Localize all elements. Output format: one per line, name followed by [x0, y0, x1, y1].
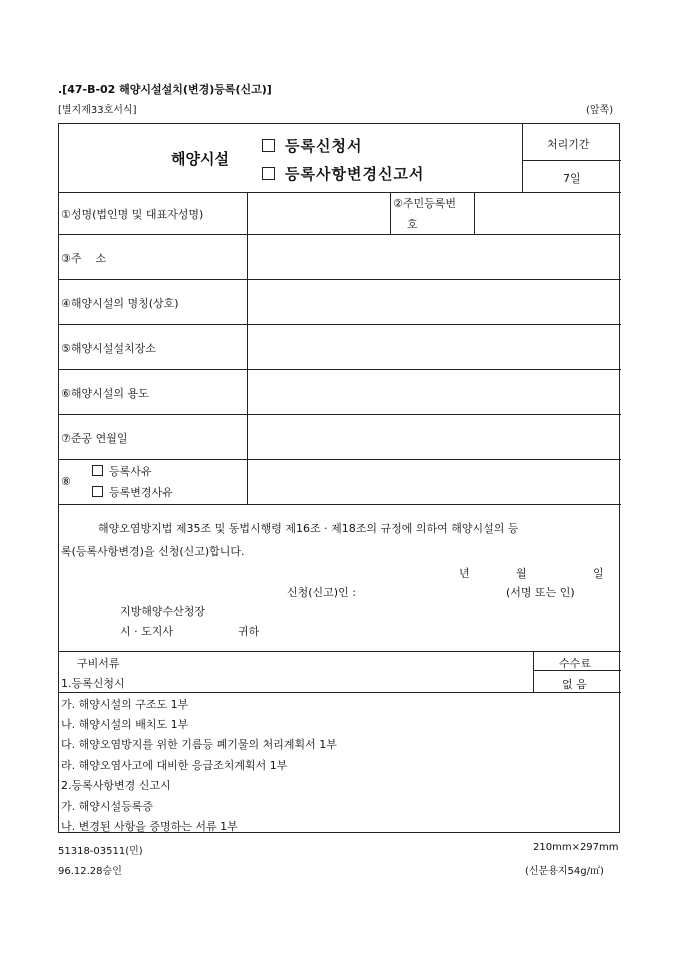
fee-value: 없 음 [562, 678, 587, 691]
option-registration[interactable] [262, 135, 362, 156]
docs-heading: 구비서류 [77, 657, 120, 670]
option-change-report-label: 등록사항변경신고서 [285, 165, 425, 183]
footer-paper-type: (신문용지54g/㎡) [525, 866, 604, 877]
doc-item: 나. 변경된 사항을 증명하는 서류 1부 [61, 820, 238, 833]
location-field[interactable] [248, 325, 620, 368]
recipient-office-2: 시 · 도지사 [120, 625, 173, 638]
footer-approval-date: 96.12.28승인 [58, 866, 122, 877]
rrn-field[interactable] [475, 193, 620, 233]
signature-label: (서명 또는 인) [506, 586, 575, 599]
date-month-label: 월 [516, 567, 527, 580]
reason-field[interactable] [248, 460, 620, 503]
name-field[interactable] [248, 193, 389, 233]
statement-line-1: 해양오염방지법 제35조 및 동법시행령 제16조 · 제18조의 규정에 의하여 해양시설의 등 [98, 522, 519, 535]
label-address: ③주 소 [61, 252, 107, 265]
fee-label: 수수료 [559, 657, 591, 670]
doc-item: 가. 해양시설의 구조도 1부 [61, 698, 189, 711]
label-facility-name: ④해양시설의 명칭(상호) [61, 297, 179, 310]
statement-line-2: 록(등록사항변경)을 신청(신고)합니다. [61, 545, 245, 558]
usage-field[interactable] [248, 370, 620, 413]
footer-form-number: 51318-03511(민) [58, 846, 143, 857]
recipient-office-1: 지방해양수산청장 [120, 605, 206, 618]
reason-registration-label: 등록사유 [109, 465, 152, 478]
label-rrn: ②주민등록번 [393, 197, 456, 210]
option-reason-change[interactable] [92, 484, 173, 500]
applicant-label: 신청(신고)인 : [287, 586, 356, 599]
label-rrn-cont: 호 [407, 218, 418, 231]
label-completion-date: ⑦준공 연월일 [61, 432, 128, 445]
option-reason-registration[interactable] [92, 463, 152, 479]
doc-item: 가. 해양시설등록증 [61, 800, 154, 813]
checkbox-reason-registration[interactable] [92, 465, 103, 476]
checkbox-change-report[interactable] [262, 167, 275, 180]
checkbox-registration[interactable] [262, 139, 275, 152]
processing-period-value: 7일 [563, 172, 581, 185]
footer-paper-size: 210mm×297mm [533, 842, 619, 853]
annex-label: [별지제33호서식] [58, 105, 137, 116]
label-name: ①성명(법인명 및 대표자성명) [61, 208, 204, 221]
doc-item: 라. 해양오염사고에 대비한 응급조치계획서 1부 [61, 759, 288, 772]
doc-item: 다. 해양오염방지를 위한 기름등 폐기물의 처리계획서 1부 [61, 738, 337, 751]
option-registration-label: 등록신청서 [285, 137, 363, 155]
facility-name-field[interactable] [248, 280, 620, 323]
processing-period-label: 처리기간 [547, 138, 590, 151]
doc-item: 나. 해양시설의 배치도 1부 [61, 718, 189, 731]
reason-change-label: 등록변경사유 [109, 486, 173, 499]
label-location: ⑤해양시설설치장소 [61, 342, 156, 355]
label-usage: ⑥해양시설의 용도 [61, 387, 149, 400]
application-form [58, 123, 620, 833]
option-change-report[interactable] [262, 163, 424, 184]
label-reason-number: ⑧ [61, 475, 71, 488]
page-side-label: (앞쪽) [586, 105, 614, 116]
checkbox-reason-change[interactable] [92, 486, 103, 497]
doc-item: 1.등록신청시 [61, 677, 125, 690]
date-day-label: 일 [593, 567, 604, 580]
date-year-label: 년 [459, 567, 470, 580]
applicant-field[interactable] [364, 581, 499, 599]
recipient-honorific: 귀하 [238, 625, 260, 638]
form-title: 해양시설 [171, 150, 229, 168]
form-code: .[47-B-02 해양시설설치(변경)등록(신고)] [58, 83, 272, 96]
doc-item: 2.등록사항변경 신고시 [61, 779, 171, 792]
address-field[interactable] [248, 235, 620, 278]
completion-date-field[interactable] [248, 415, 620, 458]
